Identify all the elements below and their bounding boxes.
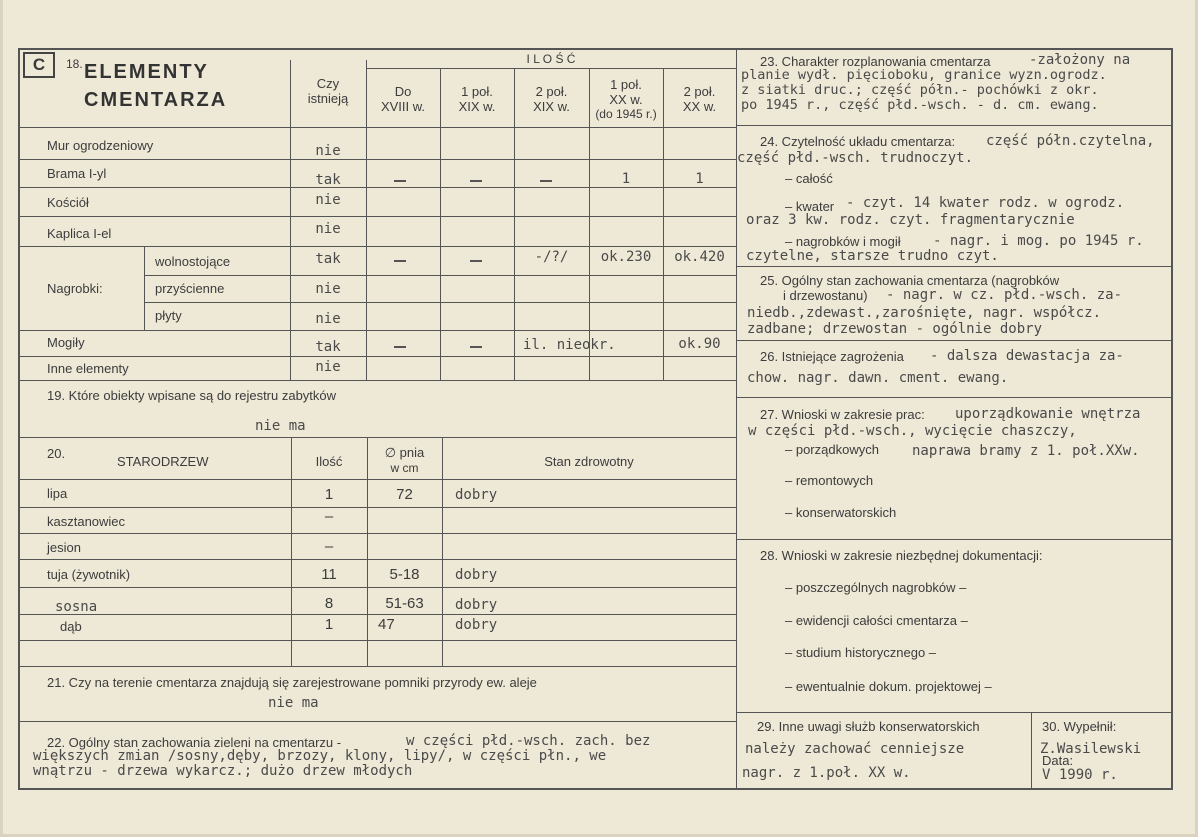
tree-state: dobry: [455, 617, 498, 633]
s27-label: 27. Wnioski w zakresie prac:: [760, 407, 925, 422]
s27-text-2: w części płd.-wsch., wycięcie chaszczy,: [748, 423, 1077, 439]
row-sublabel: wolnostojące: [155, 254, 231, 269]
row-label: Nagrobki:: [47, 281, 103, 296]
tree-qty: –: [324, 538, 334, 555]
row-czy: tak: [315, 339, 341, 355]
row-p2xx: ok.420: [674, 249, 725, 265]
s24-text-2: część płd.-wsch. trudnoczyt.: [737, 150, 974, 166]
s19-value: nie ma: [255, 418, 306, 434]
col-p1xx-3: (do 1945 r.): [595, 107, 657, 121]
dash-mark: [394, 346, 406, 348]
s22-line-2: większych zmian /sosny,dęby, brzozy, klony, lipy/, w części płn., we: [33, 748, 607, 764]
s22-line-3: wnątrzu - drzewa wykarcz.; dużo drzew młodych: [33, 763, 413, 779]
row-czy: nie: [315, 359, 341, 375]
row-label: Mogiły: [47, 335, 85, 350]
tree-dia: 5-18: [389, 566, 420, 583]
tree-name: dąb: [60, 619, 82, 634]
s28-item-4: – ewentualnie dokum. projektowej –: [785, 679, 992, 694]
tree-qty: 1: [324, 616, 334, 633]
dash-mark: [470, 260, 482, 262]
col-p2x-1: 2 poł.: [535, 84, 568, 99]
tree-state: dobry: [455, 567, 498, 583]
row-label: Mur ogrodzeniowy: [47, 138, 154, 153]
tree-name: jesion: [47, 540, 81, 555]
s20-col-pnia-1: ∅ pnia: [384, 445, 425, 460]
row-label: Kaplica I-el: [47, 226, 112, 241]
tree-dia: 51-63: [385, 595, 424, 612]
tree-name: lipa: [47, 486, 68, 501]
ilosc-underline: [366, 68, 736, 69]
row-p2x: -/?/: [534, 249, 569, 265]
s24-kwater: – kwater: [785, 199, 835, 214]
s28-item-2: – ewidencji całości cmentarza –: [785, 613, 968, 628]
s18-header-bottom: [18, 127, 736, 128]
tree-dia: 47: [378, 616, 395, 633]
s22-line-1: w części płd.-wsch. zach. bez: [406, 733, 651, 749]
s20-col-stan: Stan zdrowotny: [544, 454, 634, 469]
tree-qty: 8: [324, 595, 334, 612]
s18-title-2: CMENTARZA: [84, 89, 228, 111]
s24-text-6: czytelne, starsze trudno czyt.: [746, 248, 999, 264]
row-czy: nie: [315, 311, 341, 327]
col-p1xx-1: 1 poł.: [610, 77, 642, 92]
col-p2xx-1: 2 poł.: [683, 84, 716, 99]
s22-label: 22. Ogólny stan zachowania zieleni na cmentarzu -: [47, 735, 342, 750]
dash-mark: [540, 180, 552, 182]
s23-text-1: -założony na: [1029, 52, 1131, 68]
s26-text-2: chow. nagr. dawn. cment. ewang.: [747, 370, 1009, 386]
row-p1xx: 1: [621, 171, 631, 187]
row-p2xx: 1: [695, 171, 704, 187]
s28-label: 28. Wnioski w zakresie niezbędnej dokumentacji:: [760, 548, 1043, 563]
s24-text-5: - nagr. i mog. po 1945 r.: [933, 233, 1144, 249]
s24-text-1: część półn.czytelna,: [986, 133, 1155, 149]
dash-mark: [470, 180, 482, 182]
tree-qty: 1: [324, 486, 334, 503]
col-p2xx-2: XX w.: [682, 99, 717, 114]
row-sublabel: przyścienne: [155, 281, 225, 296]
col-czy-2: istnieją: [307, 91, 349, 106]
s27-text-1: uporządkowanie wnętrza: [955, 406, 1141, 422]
tree-name: tuja (żywotnik): [47, 567, 131, 582]
row-label: Inne elementy: [47, 361, 129, 376]
col-p2x-2: XIX w.: [533, 99, 570, 114]
dash-mark: [394, 260, 406, 262]
row-czy: nie: [315, 192, 341, 208]
row-czy: nie: [315, 281, 341, 297]
row-czy: tak: [315, 251, 341, 267]
s25-text-3: zadbane; drzewostan - ogólnie dobry: [747, 321, 1043, 337]
tree-qty: –: [324, 508, 334, 525]
tree-qty: 11: [321, 566, 337, 583]
s20-title: STARODRZEW: [117, 454, 209, 469]
s24-nagrobkow: – nagrobków i mogił: [785, 234, 901, 249]
col-ilosc: I L O Ś Ć: [526, 52, 576, 66]
s26-label: 26. Istniejące zagrożenia: [760, 349, 904, 364]
s19-label: 19. Które obiekty wpisane są do rejestru zabytków: [47, 388, 337, 403]
col-czy-1: Czy: [316, 76, 340, 91]
dash-mark: [470, 346, 482, 348]
s20-number: 20.: [47, 446, 66, 461]
row-label: Brama I-yl: [47, 166, 107, 181]
row-czy: nie: [315, 221, 341, 237]
s23-text-2: planie wydł. pięcioboku, granice wyzn.ogrodz.: [741, 67, 1107, 83]
col-p1xx-2: XX w.: [609, 92, 643, 107]
section-badge: C: [23, 52, 55, 78]
row-czy: nie: [315, 143, 341, 159]
s29-text-2: nagr. z 1.poł. XX w.: [742, 765, 911, 781]
tree-state: dobry: [455, 597, 498, 613]
s27-remontowych: – remontowych: [785, 473, 874, 488]
s28-item-1: – poszczególnych nagrobków –: [785, 580, 967, 595]
s24-calosc: – całość: [785, 171, 833, 186]
row-sublabel: płyty: [155, 308, 182, 323]
s30-label: 30. Wypełnił:: [1042, 719, 1117, 734]
s24-text-4: oraz 3 kw. rodz. czyt. fragmentarycznie: [746, 212, 1075, 228]
s27-porzadkowych: – porządkowych: [785, 442, 879, 457]
s18-number: 18.: [66, 57, 83, 71]
s24-label: 24. Czytelność układu cmentarza:: [760, 134, 956, 149]
s24-text-3: - czyt. 14 kwater rodz. w ogrodz.: [846, 195, 1125, 211]
s29-text-1: należy zachować cenniejsze: [745, 741, 965, 757]
s23-text-4: po 1945 r., część płd.-wsch. - d. cm. ewang.: [741, 97, 1099, 113]
dash-mark: [394, 180, 406, 182]
s25-text-1: - nagr. w cz. płd.-wsch. za-: [886, 287, 1123, 303]
s25-text-2: niedb.,zdewast.,zarośnięte, nagr. współcz.: [747, 305, 1102, 321]
row-czy: tak: [315, 172, 341, 188]
s18-title-1: ELEMENTY: [84, 61, 209, 83]
s23-text-3: z siatki druc.; część półn.- pochówki z okr.: [741, 82, 1099, 98]
s27-konserwatorskich: – konserwatorskich: [785, 505, 897, 520]
s21-value: nie ma: [268, 695, 319, 711]
col-p1x-2: XIX w.: [458, 99, 496, 114]
row-p2x: il. nieokr.: [523, 337, 616, 353]
s30-data-label: Data:: [1042, 753, 1074, 768]
s26-text-1: - dalsza dewastacja za-: [930, 348, 1124, 364]
s29-label: 29. Inne uwagi służb konserwatorskich: [757, 719, 980, 734]
s30-date: V 1990 r.: [1042, 767, 1118, 783]
row-p1xx: ok.230: [600, 249, 652, 265]
tree-state: dobry: [455, 487, 498, 503]
row-p2xx: ok.90: [678, 336, 721, 352]
col-p1x-1: 1 poł.: [461, 84, 493, 99]
col-do-1: Do: [394, 84, 412, 99]
row-label: Kościół: [47, 195, 89, 210]
s21-label: 21. Czy na terenie cmentarza znajdują się zarejestrowane pomniki przyrody ew. aleje: [47, 675, 537, 690]
s28-item-3: – studium historycznego –: [785, 645, 937, 660]
s25-label-1: 25. Ogólny stan zachowania cmentarza (nagrobków: [760, 273, 1060, 288]
s20-col-pnia-2: w cm: [390, 461, 419, 475]
s20-col-ilosc: Ilość: [315, 454, 343, 469]
s25-label-2: i drzewostanu): [783, 288, 868, 303]
s27-text-3: naprawa bramy z 1. poł.XXw.: [912, 443, 1140, 459]
s30-name: Z.Wasilewski: [1040, 741, 1142, 757]
tree-name: kasztanowiec: [47, 514, 126, 529]
col-do-2: XVIII w.: [380, 99, 426, 114]
tree-name: sosna: [55, 599, 98, 615]
tree-dia: 72: [396, 486, 413, 503]
s23-label: 23. Charakter rozplanowania cmentarza: [760, 54, 991, 69]
